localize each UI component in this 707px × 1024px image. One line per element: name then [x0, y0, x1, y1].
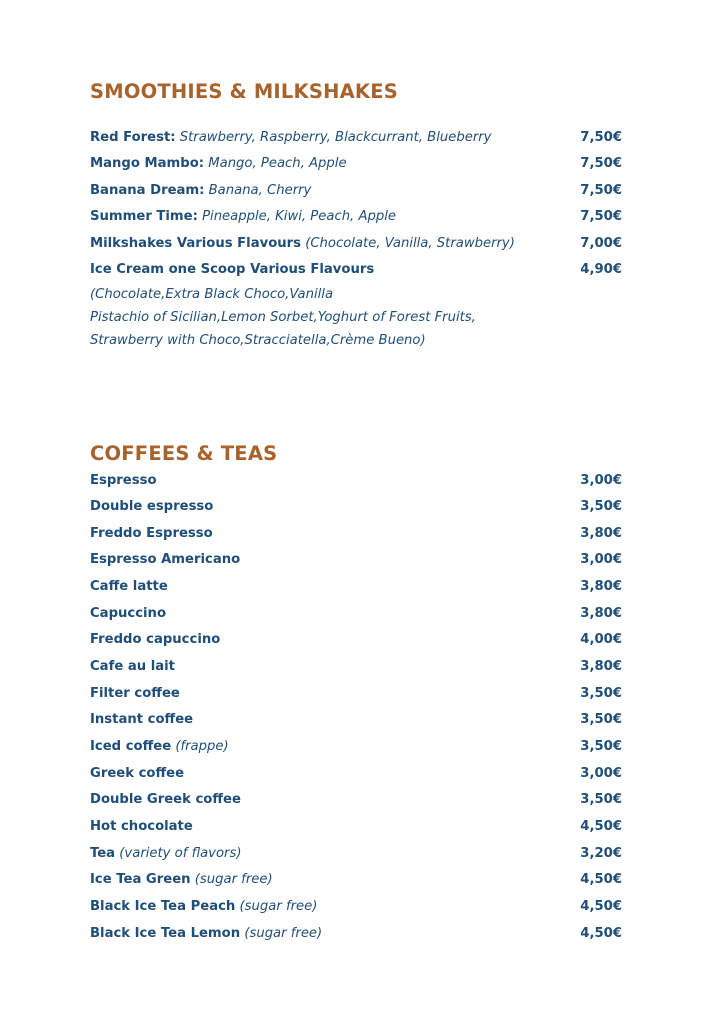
item-price: 7,50€ [580, 183, 622, 198]
item-name: Greek coffee [90, 766, 185, 781]
item-price: 7,50€ [580, 130, 622, 145]
item-description: Mango, Peach, Apple [204, 156, 347, 171]
item-name: Banana Dream: [90, 183, 205, 198]
item-price: 3,50€ [580, 686, 622, 701]
item-name: Espresso Americano [90, 552, 241, 567]
item-price: 4,50€ [580, 819, 622, 834]
item-description: (variety of flavors) [115, 846, 242, 861]
item-name: Double Greek coffee [90, 792, 241, 807]
menu-item [90, 736, 622, 758]
item-name: Ice Cream one Scoop Various Flavours [90, 262, 375, 277]
item-name: Espresso [90, 473, 157, 488]
section-title-coffees: COFFEES & TEAS [90, 442, 278, 465]
item-description: Banana, Cherry [204, 183, 312, 198]
menu-item [90, 496, 622, 518]
item-name: Red Forest: [90, 130, 176, 145]
item-price: 3,50€ [580, 792, 622, 807]
item-description: (sugar free) [240, 926, 323, 941]
item-price: 7,50€ [580, 209, 622, 224]
item-name: Caffe latte [90, 579, 168, 594]
menu-item [90, 180, 622, 202]
menu-item [90, 869, 622, 891]
item-name: Freddo Espresso [90, 526, 213, 541]
menu-item [90, 153, 622, 175]
item-name: Freddo capuccino [90, 632, 221, 647]
item-price: 4,50€ [580, 872, 622, 887]
item-price: 3,80€ [580, 526, 622, 541]
menu-item [90, 233, 622, 255]
menu-item [90, 127, 622, 149]
item-name: Double espresso [90, 499, 214, 514]
item-price: 3,00€ [580, 552, 622, 567]
menu-item [90, 523, 622, 545]
item-description: (sugar free) [190, 872, 273, 887]
menu-item [90, 603, 622, 625]
item-name: Tea [90, 846, 116, 861]
item-price: 4,50€ [580, 899, 622, 914]
menu-item [90, 763, 622, 785]
item-name: Milkshakes Various Flavours [90, 236, 301, 251]
item-price: 3,80€ [580, 659, 622, 674]
menu-item [90, 789, 622, 811]
item-name: Instant coffee [90, 712, 194, 727]
ice-cream-flavours-line: Pistachio of Sicilian,Lemon Sorbet,Yoghurt of Forest Fruits, [90, 310, 476, 325]
item-name: Cafe au lait [90, 659, 175, 674]
item-name: Black Ice Tea Peach [90, 899, 236, 914]
item-description: (Chocolate, Vanilla, Strawberry) [301, 236, 515, 251]
item-price: 4,00€ [580, 632, 622, 647]
menu-item [90, 843, 622, 865]
item-price: 4,90€ [580, 262, 622, 277]
item-price: 3,80€ [580, 606, 622, 621]
item-price: 3,50€ [580, 712, 622, 727]
item-name: Mango Mambo: [90, 156, 205, 171]
section-title-smoothies: SMOOTHIES & MILKSHAKES [90, 80, 398, 103]
item-price: 3,00€ [580, 473, 622, 488]
item-price: 3,00€ [580, 766, 622, 781]
item-description: Strawberry, Raspberry, Blackcurrant, Blueberry [175, 130, 492, 145]
item-name: Hot chocolate [90, 819, 193, 834]
item-name: Ice Tea Green [90, 872, 191, 887]
item-description: Pineapple, Kiwi, Peach, Apple [197, 209, 396, 224]
item-description: (frappe) [171, 739, 229, 754]
menu-item [90, 896, 622, 918]
item-price: 7,00€ [580, 236, 622, 251]
item-price: 4,50€ [580, 926, 622, 941]
item-name: Filter coffee [90, 686, 180, 701]
item-name: Black Ice Tea Lemon [90, 926, 241, 941]
menu-item [90, 629, 622, 651]
item-price: 7,50€ [580, 156, 622, 171]
menu-item [90, 816, 622, 838]
item-price: 3,50€ [580, 499, 622, 514]
item-price: 3,80€ [580, 579, 622, 594]
item-name: Summer Time: [90, 209, 198, 224]
menu-item [90, 656, 622, 678]
item-name: Capuccino [90, 606, 167, 621]
item-description: (sugar free) [235, 899, 318, 914]
ice-cream-flavours-line: (Chocolate,Extra Black Choco,Vanilla [90, 287, 334, 302]
item-price: 3,50€ [580, 739, 622, 754]
menu-item [90, 576, 622, 598]
item-name: Iced coffee [90, 739, 172, 754]
menu-item [90, 709, 622, 731]
menu-item [90, 470, 622, 492]
menu-item [90, 923, 622, 945]
menu-item [90, 683, 622, 705]
menu-item [90, 549, 622, 571]
menu-item [90, 206, 622, 228]
item-price: 3,20€ [580, 846, 622, 861]
ice-cream-flavours-line: Strawberry with Choco,Stracciatella,Crème Bueno) [90, 333, 426, 348]
menu-item [90, 259, 622, 281]
